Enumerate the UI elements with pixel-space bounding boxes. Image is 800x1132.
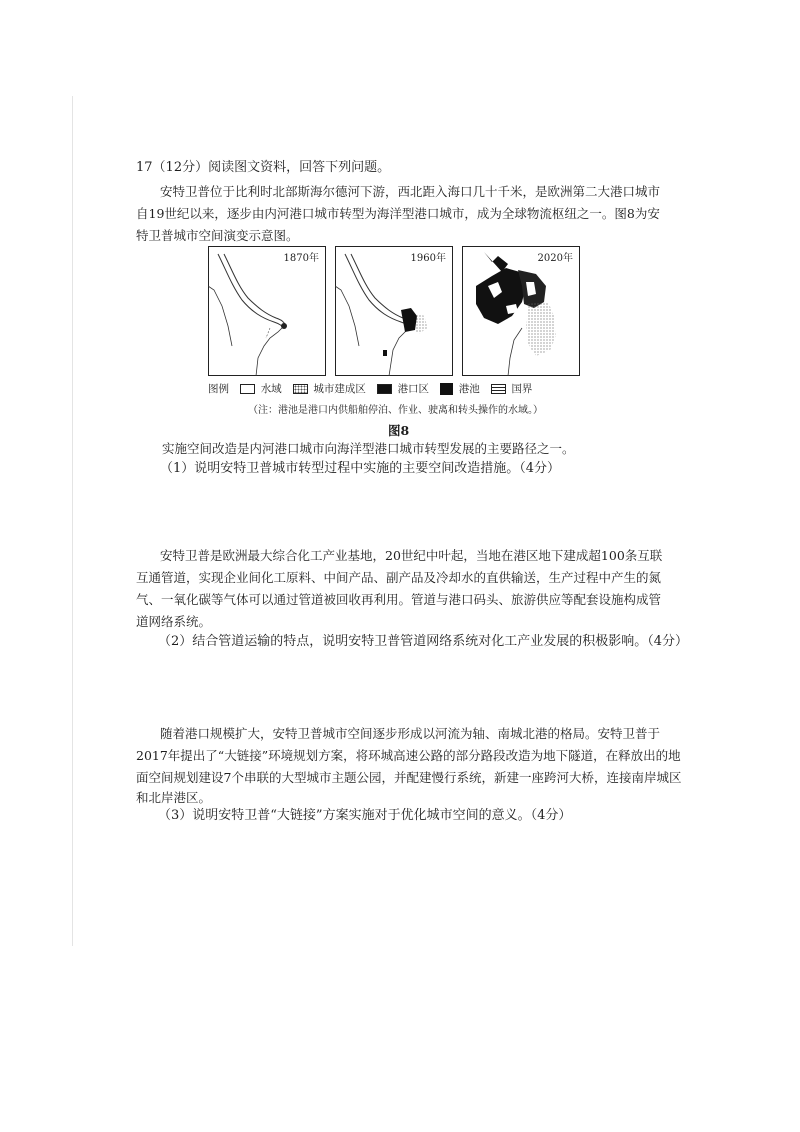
legend-label: 国界 <box>511 383 533 395</box>
map-1870 <box>208 246 326 376</box>
figure-note: （注：港池是港口内供船舶停泊、作业、驶离和转头操作的水域。） <box>248 405 543 416</box>
map-year-label: 1960年 <box>409 249 448 264</box>
question-stem: 17（12分）阅读图文资料，回答下列问题。 <box>136 160 391 175</box>
paragraph-line: 气、一氧化碳等气体可以通过管道被回收再利用。管道与港口码头、旅游供应等配套设施构成管 <box>136 592 662 607</box>
paragraph-line: 实施空间改造是内河港口城市向海洋型港口城市转型发展的主要路径之一。 <box>162 441 575 456</box>
intro-line: 特卫普城市空间演变示意图。 <box>136 228 299 243</box>
legend-label: 水域 <box>260 383 282 395</box>
legend-label: 城市建成区 <box>313 383 366 395</box>
intro-line: 自19世纪以来，逐步由内河港口城市转型为海洋型港口城市，成为全球物流枢纽之一。图8为安 <box>136 206 660 221</box>
paragraph-line: 互通管道，实现企业间化工原料、中间产品、副产品及冷却水的直供输送，生产过程中产生的氮 <box>136 570 662 585</box>
border-swatch-icon <box>491 384 506 394</box>
port-area-swatch-icon <box>377 384 392 394</box>
map-1960-icon <box>335 246 453 376</box>
legend-label: 港口区 <box>397 383 430 395</box>
paragraph-line: 随着港口规模扩大，安特卫普城市空间逐步形成以河流为轴、南城北港的格局。安特卫普于 <box>160 726 661 741</box>
paragraph-line: 面空间规划建设7个串联的大型城市主题公园，并配建慢行系统，新建一座跨河大桥，连接南岸城区 <box>136 770 682 785</box>
sub-question-1: （1）说明安特卫普城市转型过程中实施的主要空间改造措施。（4分） <box>160 461 561 476</box>
figure-caption: 图8 <box>388 423 410 438</box>
paragraph-line: 2017年提出了“大链接”环境规划方案，将环城高速公路的部分路段改造为地下隧道，在释放出的地 <box>136 748 681 763</box>
built-area-swatch-icon <box>293 384 308 394</box>
figure-legend <box>208 381 532 395</box>
map-year-label: 1870年 <box>282 249 321 264</box>
map-2020-icon <box>462 246 580 376</box>
water-swatch-icon <box>240 384 255 394</box>
scan-edge-line <box>72 96 73 946</box>
map-year-label: 2020年 <box>536 249 575 264</box>
map-2020 <box>462 246 580 376</box>
legend-title: 图例 <box>208 383 229 395</box>
paragraph-line: 和北岸港区。 <box>136 790 212 805</box>
paragraph-line: 安特卫普是欧洲最大综合化工产业基地，20世纪中叶起，当地在港区地下建成超100条互联 <box>160 548 663 563</box>
map-1960 <box>335 246 453 376</box>
map-1870-icon <box>208 246 326 376</box>
legend-label: 港池 <box>458 383 480 395</box>
harbor-basin-swatch-icon <box>440 383 453 395</box>
sub-question-3: （3）说明安特卫普“大链接”方案实施对于优化城市空间的意义。（4分） <box>158 808 572 823</box>
sub-question-2: （2）结合管道运输的特点，说明安特卫普管道网络系统对化工产业发展的积极影响。（4分） <box>158 634 689 649</box>
intro-line: 安特卫普位于比利时北部斯海尔德河下游，西北距入海口几十千米，是欧洲第二大港口城市 <box>160 184 661 199</box>
paragraph-line: 道网络系统。 <box>136 614 212 629</box>
